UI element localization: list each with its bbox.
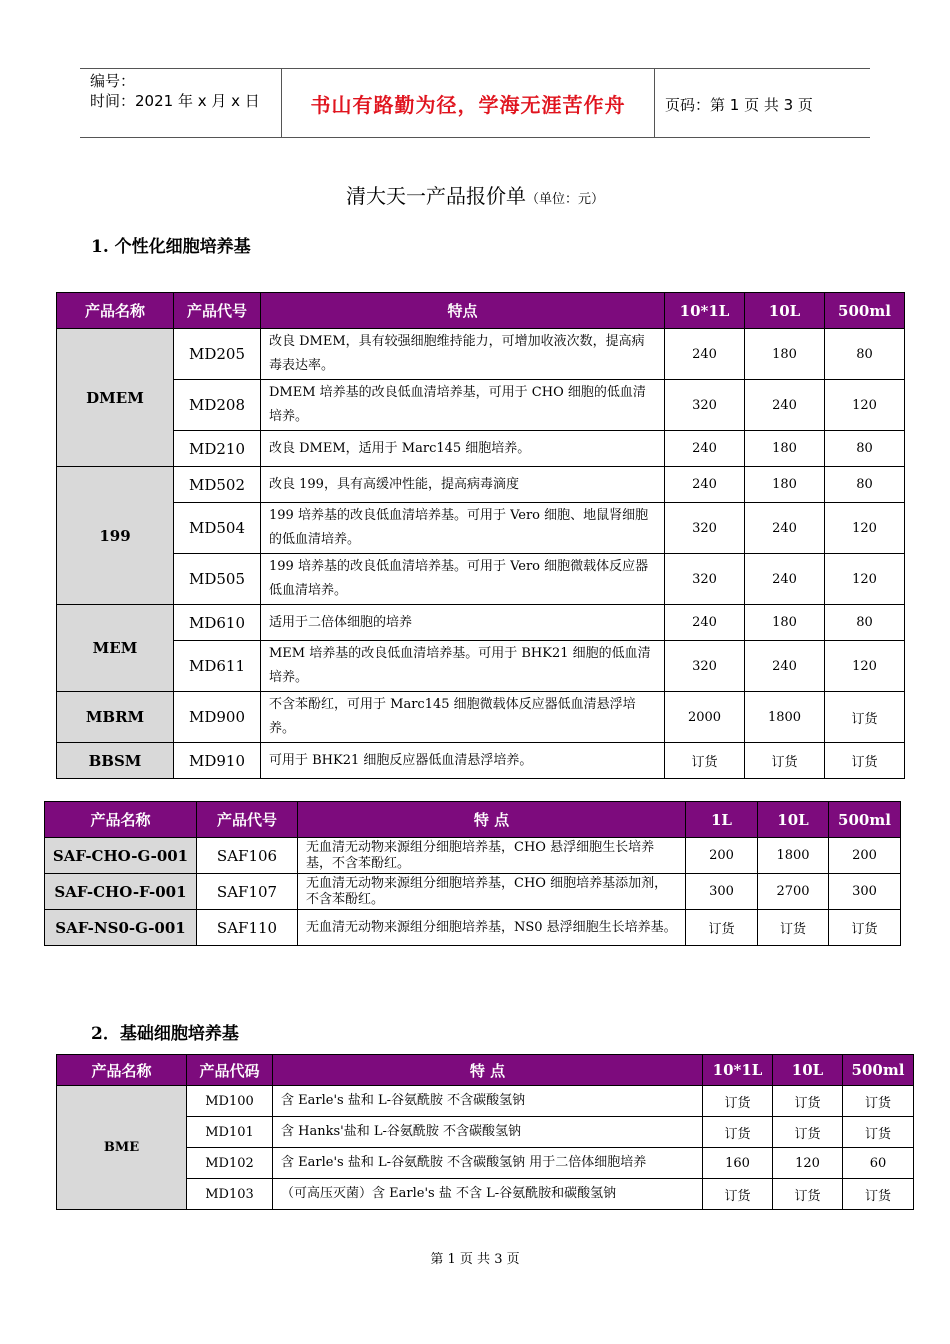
price-cell: 200	[686, 838, 758, 874]
price-table-custom	[56, 292, 905, 779]
product-name: 199	[57, 467, 174, 605]
product-code: MD210	[174, 431, 261, 467]
column-header: 产品名称	[57, 293, 174, 329]
price-cell: 订货	[843, 1086, 914, 1117]
table-row	[45, 838, 901, 874]
product-description: 含 Earle's 盐和 L-谷氨酰胺 不含碳酸氢钠	[273, 1086, 703, 1117]
column-header: 500ml	[825, 293, 905, 329]
price-cell: 240	[665, 329, 745, 380]
product-name: BME	[57, 1086, 187, 1210]
price-cell: 1800	[745, 692, 825, 743]
title-main: 清大天一产品报价单	[345, 184, 526, 208]
product-code: MD101	[187, 1117, 273, 1148]
product-description: 含 Earle's 盐和 L-谷氨酰胺 不含碳酸氢钠 用于二倍体细胞培养	[273, 1148, 703, 1179]
price-cell: 180	[745, 431, 825, 467]
price-cell: 80	[825, 329, 905, 380]
price-cell: 订货	[843, 1117, 914, 1148]
product-name: DMEM	[57, 329, 174, 467]
product-name: MEM	[57, 605, 174, 692]
table-header-row	[45, 802, 901, 838]
price-cell: 2000	[665, 692, 745, 743]
price-cell: 320	[665, 641, 745, 692]
product-description: 改良 199，具有高缓冲性能，提高病毒滴度	[261, 467, 665, 503]
price-cell: 200	[829, 838, 901, 874]
column-header: 500ml	[829, 802, 901, 838]
table-row	[57, 1086, 914, 1117]
price-cell: 120	[825, 503, 905, 554]
price-cell: 120	[825, 380, 905, 431]
page-header	[80, 68, 870, 138]
table-row	[57, 467, 905, 503]
table-row	[45, 874, 901, 910]
table-header-row	[57, 293, 905, 329]
product-code: MD208	[174, 380, 261, 431]
price-cell: 240	[665, 431, 745, 467]
product-description: 含 Hanks'盐和 L-谷氨酰胺 不含碳酸氢钠	[273, 1117, 703, 1148]
price-cell: 240	[745, 554, 825, 605]
column-header: 产品名称	[57, 1055, 187, 1086]
product-code: MD102	[187, 1148, 273, 1179]
table-header-row	[57, 1055, 914, 1086]
table-row	[57, 380, 905, 431]
price-cell: 240	[665, 605, 745, 641]
product-name: SAF-NS0-G-001	[45, 910, 197, 946]
product-description: 可用于 BHK21 细胞反应器低血清悬浮培养。	[261, 743, 665, 779]
product-description: DMEM 培养基的改良低血清培养基，可用于 CHO 细胞的低血清培养。	[261, 380, 665, 431]
table-row	[57, 743, 905, 779]
column-header: 特 点	[273, 1055, 703, 1086]
column-header: 500ml	[843, 1055, 914, 1086]
column-header: 10L	[773, 1055, 843, 1086]
product-name: BBSM	[57, 743, 174, 779]
product-name: MBRM	[57, 692, 174, 743]
product-name: SAF-CHO-G-001	[45, 838, 197, 874]
price-cell: 240	[745, 503, 825, 554]
column-header: 1L	[686, 802, 758, 838]
column-header: 10*1L	[665, 293, 745, 329]
price-cell: 120	[825, 641, 905, 692]
product-name: SAF-CHO-F-001	[45, 874, 197, 910]
product-code: SAF106	[197, 838, 298, 874]
price-cell: 订货	[773, 1179, 843, 1210]
product-description: 不含苯酚红，可用于 Marc145 细胞微载体反应器低血清悬浮培养。	[261, 692, 665, 743]
column-header: 10L	[745, 293, 825, 329]
price-cell: 订货	[703, 1086, 773, 1117]
product-code: MD502	[174, 467, 261, 503]
price-table-serum-free	[44, 801, 901, 946]
price-cell: 120	[773, 1148, 843, 1179]
price-cell: 80	[825, 431, 905, 467]
price-cell: 订货	[665, 743, 745, 779]
price-cell: 300	[686, 874, 758, 910]
price-cell: 80	[825, 605, 905, 641]
product-description: 无血清无动物来源组分细胞培养基，NS0 悬浮细胞生长培养基。	[298, 910, 686, 946]
table-row	[45, 910, 901, 946]
title-unit: （单位：元）	[525, 192, 604, 207]
price-cell: 80	[825, 467, 905, 503]
price-cell: 订货	[829, 910, 901, 946]
product-description: 199 培养基的改良低血清培养基。可用于 Vero 细胞、地鼠肾细胞的低血清培养。	[261, 503, 665, 554]
product-code: MD611	[174, 641, 261, 692]
product-code: MD504	[174, 503, 261, 554]
price-cell: 320	[665, 554, 745, 605]
price-cell: 订货	[745, 743, 825, 779]
price-cell: 120	[825, 554, 905, 605]
table-row	[57, 431, 905, 467]
price-cell: 240	[665, 467, 745, 503]
column-header: 产品代码	[187, 1055, 273, 1086]
column-header: 10L	[758, 802, 829, 838]
header-divider	[654, 69, 655, 137]
product-description: （可高压灭菌）含 Earle's 盐 不含 L-谷氨酰胺和碳酸氢钠	[273, 1179, 703, 1210]
price-cell: 订货	[758, 910, 829, 946]
document-title	[0, 180, 950, 209]
price-cell: 订货	[825, 692, 905, 743]
column-header: 产品名称	[45, 802, 197, 838]
table-row	[57, 641, 905, 692]
price-cell: 订货	[686, 910, 758, 946]
price-cell: 180	[745, 329, 825, 380]
price-table-basic	[56, 1054, 914, 1210]
product-code: MD505	[174, 554, 261, 605]
price-cell: 160	[703, 1148, 773, 1179]
column-header: 产品代号	[197, 802, 298, 838]
column-header: 特点	[261, 293, 665, 329]
product-code: MD910	[174, 743, 261, 779]
price-cell: 1800	[758, 838, 829, 874]
price-cell: 订货	[825, 743, 905, 779]
product-description: 改良 DMEM，具有较强细胞维持能力，可增加收液次数，提高病毒表达率。	[261, 329, 665, 380]
product-description: 改良 DMEM，适用于 Marc145 细胞培养。	[261, 431, 665, 467]
product-code: MD100	[187, 1086, 273, 1117]
product-description: MEM 培养基的改良低血清培养基。可用于 BHK21 细胞的低血清培养。	[261, 641, 665, 692]
section-2-title: 2．基础细胞培养基	[91, 1024, 239, 1044]
price-cell: 2700	[758, 874, 829, 910]
product-description: 无血清无动物来源组分细胞培养基，CHO 细胞培养基添加剂，不含苯酚红。	[298, 874, 686, 910]
price-cell: 180	[745, 605, 825, 641]
product-code: MD900	[174, 692, 261, 743]
price-cell: 订货	[773, 1117, 843, 1148]
product-description: 199 培养基的改良低血清培养基。可用于 Vero 细胞微载体反应器低血清培养。	[261, 554, 665, 605]
product-code: MD610	[174, 605, 261, 641]
price-cell: 订货	[703, 1117, 773, 1148]
price-cell: 订货	[843, 1179, 914, 1210]
table-row	[57, 329, 905, 380]
price-cell: 300	[829, 874, 901, 910]
product-code: SAF110	[197, 910, 298, 946]
column-header: 特 点	[298, 802, 686, 838]
table-row	[57, 503, 905, 554]
price-cell: 订货	[773, 1086, 843, 1117]
product-description: 无血清无动物来源组分细胞培养基，CHO 悬浮细胞生长培养基，不含苯酚红。	[298, 838, 686, 874]
table-row	[57, 605, 905, 641]
page-footer: 第 1 页 共 3 页	[430, 1252, 520, 1267]
price-cell: 320	[665, 380, 745, 431]
product-code: SAF107	[197, 874, 298, 910]
column-header: 产品代号	[174, 293, 261, 329]
product-code: MD103	[187, 1179, 273, 1210]
header-motto: 书山有路勤为径，学海无涯苦作舟	[310, 93, 626, 117]
number-label: 编号：	[90, 72, 136, 90]
product-code: MD205	[174, 329, 261, 380]
product-description: 适用于二倍体细胞的培养	[261, 605, 665, 641]
price-cell: 订货	[703, 1179, 773, 1210]
header-page-info: 页码：第 1 页 共 3 页	[665, 96, 813, 114]
table-row	[57, 554, 905, 605]
section-1-title: 1. 个性化细胞培养基	[91, 237, 251, 257]
price-cell: 240	[745, 380, 825, 431]
time-label: 时间：2021 年 x 月 x 日	[90, 92, 260, 110]
column-header: 10*1L	[703, 1055, 773, 1086]
price-cell: 180	[745, 467, 825, 503]
table-row	[57, 692, 905, 743]
header-meta	[90, 71, 260, 111]
price-cell: 240	[745, 641, 825, 692]
price-cell: 320	[665, 503, 745, 554]
price-cell: 60	[843, 1148, 914, 1179]
